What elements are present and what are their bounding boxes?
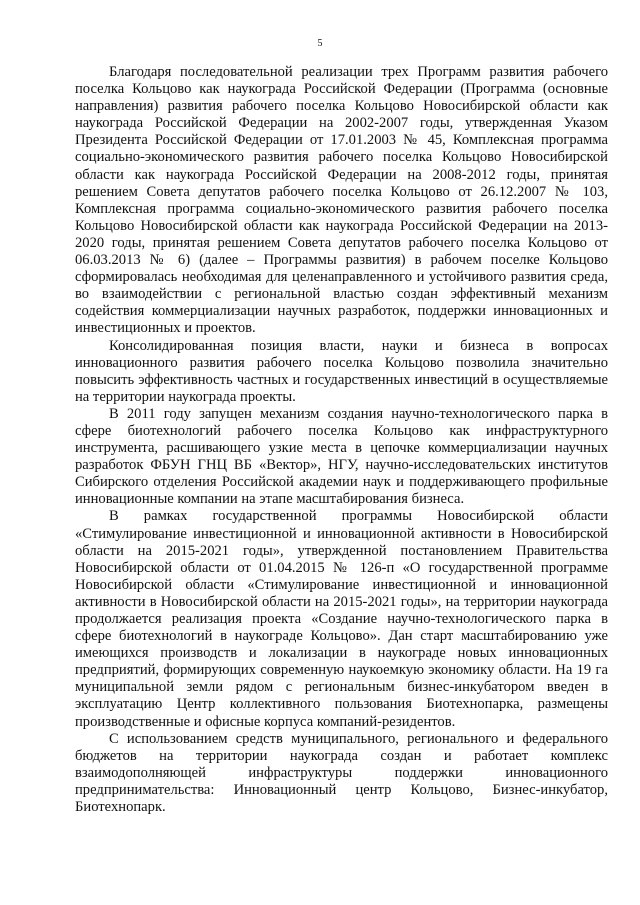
paragraph-1: Благодаря последовательной реализации трех Программ развития рабочего поселка Кольцово как наукограда Российской Федерации (Программа (основные направления) развития рабочего поселка Кольцово Новосибирской области как наукограда Российской Федерации на 2002-2007 годы, утвержденная Указом Президента Российской Федерации от 17.01.2003 № 45, Комплексная программа социально-экономического развития рабочего поселка Кольцово Новосибирской области как наукограда Российской Федерации на 2008-2012 годы, принятая решением Совета депутатов рабочего поселка Кольцово от 26.12.2007 № 103, Комплексная программа социально-экономического развития рабочего поселка Кольцово Новосибирской области как наукограда Российской Федерации на 2013-2020 годы, принятая решением Совета депутатов рабочего поселка Кольцово от 06.03.2013 № 6) (далее – Программы развития) в рабочем поселке Кольцово сформировалась необходимая для целенаправленного и устойчивого развития среда, во взаимодействии с региональной властью создан эффективный механизм содействия коммерциализации научных разработок, поддержки инновационных и инвестиционных и проектов. [75,64,608,337]
paragraph-5: С использованием средств муниципального, регионального и федерального бюджетов на территории наукограда создан и работает комплекс взаимодополняющей инфраструктуры поддержки инновационного предпринимательства: Инновационный центр Кольцово, Бизнес-инкубатор, Биотехнопарк. [75,730,608,816]
paragraph-2: Консолидированная позиция власти, науки и бизнеса в вопросах инновационного развития рабочего поселка Кольцово позволила значительно повысить эффективность частных и государственных инвестиций в осуществляемые на территории наукограда проекты. [75,337,608,405]
document-body [75,64,608,816]
paragraph-3: В 2011 году запущен механизм создания научно-технологического парка в сфере биотехнологий рабочего поселка Кольцово как инфраструктурного инструмента, расшивающего узкие места в цепочке коммерциализации научных разработок ФБУН ГНЦ ВБ «Вектор», НГУ, научно-исследовательских институтов Сибирского отделения Российской академии наук и поддерживающего профильные инновационные компании на этапе масштабирования бизнеса. [75,405,608,508]
paragraph-4: В рамках государственной программы Новосибирской области «Стимулирование инвестиционной и инновационной активности в Новосибирской области на 2015-2021 годы», утвержденной постановлением Правительства Новосибирской области от 01.04.2015 № 126-п «О государственной программе Новосибирской области «Стимулирование инвестиционной и инновационной активности в Новосибирской области на 2015-2021 годы», на территории наукограда продолжается реализация проекта «Создание научно-технологического парка в сфере биотехнологий в наукограде Кольцово». Дан старт масштабированию уже имеющихся производств и локализации в наукограде новых инновационных предприятий, формирующих современную наукоемкую экономику области. На 19 га муниципальной земли рядом с региональным бизнес-инкубатором введен в эксплуатацию Центр коллективного пользования Биотехнопарка, размещены производственные и офисные корпуса компаний-резидентов. [75,508,608,730]
page-number: 5 [317,38,323,49]
